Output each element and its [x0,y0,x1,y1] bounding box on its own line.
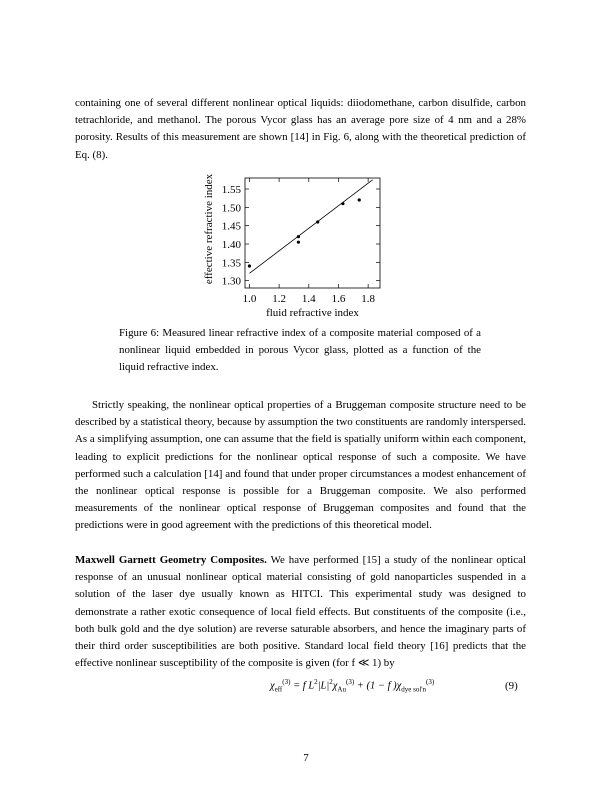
eq-mid: = f L [290,680,315,692]
y-tick-label: 1.40 [221,239,241,251]
equation-number: (9) [505,680,518,692]
figure-6 [195,170,405,325]
x-tick-label: 1.6 [331,293,346,305]
plot-frame [245,178,380,288]
y-tick-label: 1.30 [221,275,241,288]
data-point [341,202,344,205]
data-point [358,198,361,201]
y-tick-label: 1.55 [221,184,241,196]
eq-sup-3: (3) [426,678,435,686]
eq-sup-1: (3) [282,678,291,686]
data-point [297,235,300,238]
data-point [297,241,300,244]
data-point [316,220,319,223]
paragraph-maxwell-garnett [75,552,526,672]
data-point [248,264,251,267]
x-tick-label: 1.2 [272,293,286,305]
paragraph-maxwell-garnett-body: We have performed [15] a study of the nonlinear optical response of an unusual nonlinear optical material consisting of gold nanoparticles suspended in a solution of the laser dye usually known as HITCI. This experimental study was designed to demonstrate a rather exotic consequence of local field effects. But constituents of the composite (i.e., both bulk gold and the dye solution) are reverse saturable absorbers, and hence the imaginary parts of their third order susceptibilities are both positive. Standard local field theory [16] predicts that the effective nonlinear susceptibility of the composite is given (for f ≪ 1) by [75,554,526,670]
y-axis-label: effective refractive index [203,173,215,285]
section-runin-heading: Maxwell Garnett Geometry Composites. [75,554,267,566]
fit-line [249,180,372,274]
equation-9: $\chi_{eff}^{(3)} = f$ $L^2|L|^2\chi_{Au}^{(3)} + (1 - f$ )$\chi_{dye sol'n}^{(3)}$ [270,678,435,694]
y-tick-label: 1.45 [221,220,241,233]
x-tick-label: 1.0 [242,293,257,305]
paragraph-intro: containing one of several different nonlinear optical liquids: diiodomethane, carbon disulfide, carbon tetrachloride, and methanol. The porous Vycor glass has an average pore size of 4 nm and a 28% porosity. Results of this measurement are shown [14] in Fig. 6, along with the theoretical prediction of Eq. (8). [75,97,526,161]
paragraph-bruggeman: Strictly speaking, the nonlinear optical properties of a Bruggeman composite structure need to be described by a statistical theory, because by assumption the two constituents are randomly interspersed. As a simplifying assumption, one can assume that the field is spatially uniform within each component, leading to explicit predictions for the nonlinear optical response of such a composite. We have performed such a calculation [14] and found that under proper circumstances a modest enhancement of the nonlinear optical response is possible for a Bruggeman composite. We also performed measurements of the nonlinear optical response of Bruggeman composites and found that the predictions were in good agreement with the predictions of this theoretical model. [75,399,526,532]
y-tick-label: 1.35 [221,257,241,270]
refractive-index-chart [195,170,405,320]
eq-sub-eff: eff [274,685,283,694]
eq-sub-au: Au [337,685,346,694]
x-tick-label: 1.8 [361,293,376,305]
page-number: 7 [303,752,309,764]
eq-sub-dye: dye sol'n [401,685,427,694]
x-tick-label: 1.4 [301,293,316,305]
eq-plus: + (1 − f ) [354,680,397,692]
x-axis-label: fluid refractive index [266,307,359,319]
eq-abs: |L| [317,680,330,692]
y-tick-label: 1.50 [221,202,241,215]
eq-sup-2: (3) [345,678,355,686]
figure-caption: Figure 6: Measured linear refractive index of a composite material composed of a nonlinear liquid embedded in porous Vycor glass, plotted as a function of the liquid refractive index. [119,327,481,373]
